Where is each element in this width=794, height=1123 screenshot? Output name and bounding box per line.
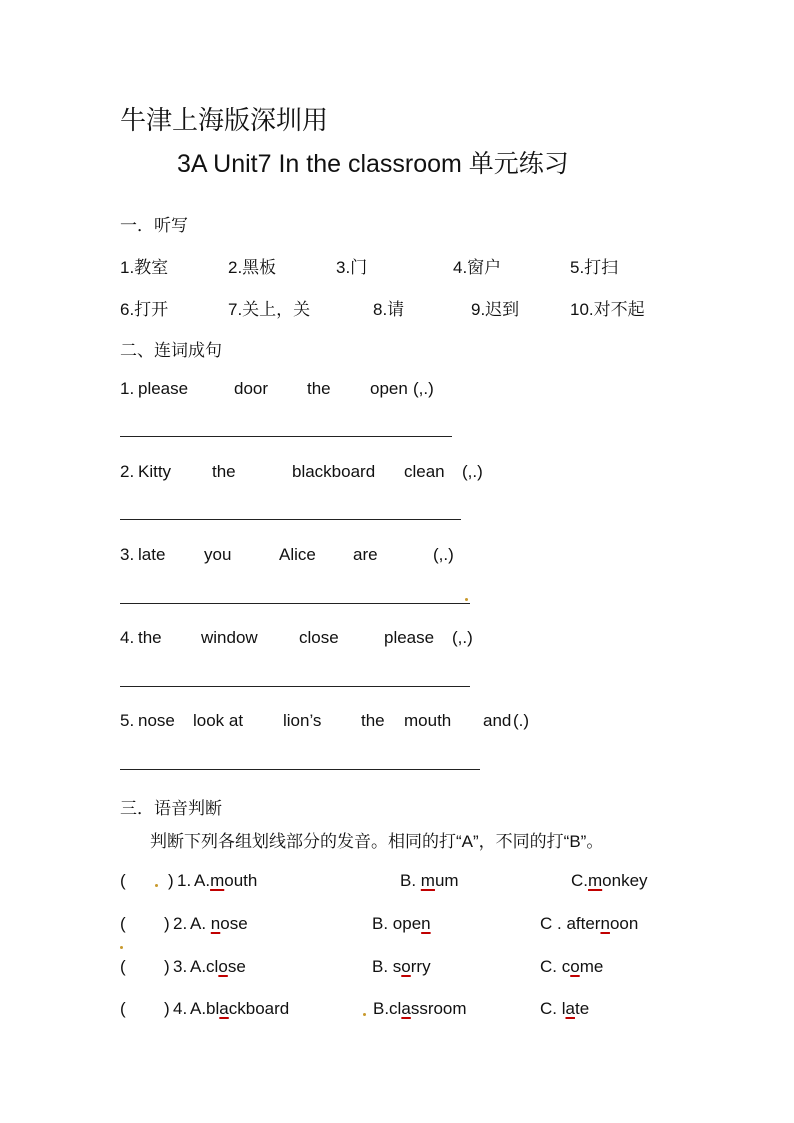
scrambled-word: mouth: [404, 711, 452, 730]
scrambled-word: open: [370, 379, 408, 398]
scrambled-word: close: [299, 628, 339, 647]
answer-paren-open[interactable]: (: [120, 957, 126, 976]
option-b: B.classroom: [373, 999, 467, 1018]
question-number: 3.: [120, 545, 135, 564]
question-number: 1.: [120, 379, 135, 398]
scrambled-word: please: [384, 628, 435, 647]
scrambled-word: the: [361, 711, 385, 730]
section1-heading: 一．听写: [120, 216, 188, 235]
answer-paren-close: ): [164, 914, 170, 933]
answer-line[interactable]: [120, 603, 470, 604]
scrambled-word: door: [234, 379, 269, 398]
option-c: C . afternoon: [540, 914, 639, 933]
scrambled-word: the: [138, 628, 162, 647]
question-number: 5.: [120, 711, 135, 730]
dictation-item: 1.教室: [120, 258, 169, 277]
option-c: C.monkey: [571, 871, 648, 890]
document-subtitle: 3A Unit7 In the classroom 单元练习: [177, 150, 569, 178]
answer-line[interactable]: [120, 519, 461, 520]
dictation-item: 7.关上，关: [228, 300, 311, 319]
section2-heading: 二、连词成句: [120, 341, 222, 360]
answer-paren-close: ): [164, 999, 170, 1018]
scrambled-word: please: [138, 379, 189, 398]
punctuation-hint: (,.): [413, 379, 434, 398]
option-a: A.blackboard: [190, 999, 290, 1018]
dictation-item: 2.黑板: [228, 258, 277, 277]
scrambled-word: nose: [138, 711, 175, 730]
scrambled-word: Kitty: [138, 462, 172, 481]
stray-mark: [465, 598, 468, 601]
dictation-item: 10.对不起: [570, 300, 645, 319]
answer-line[interactable]: [120, 769, 480, 770]
question-number: 1.: [177, 871, 192, 890]
scrambled-word: blackboard: [292, 462, 376, 481]
punctuation-hint: (,.): [462, 462, 483, 481]
scrambled-word: late: [138, 545, 166, 564]
punctuation-hint: (,.): [452, 628, 473, 647]
scrambled-word: look at: [193, 711, 244, 730]
section3-heading: 三．语音判断: [120, 799, 222, 818]
answer-paren-close: ): [164, 957, 170, 976]
option-b: B. open: [372, 914, 431, 933]
scrambled-word: window: [201, 628, 258, 647]
dictation-item: 8.请: [373, 300, 405, 319]
answer-paren-open[interactable]: (: [120, 999, 126, 1018]
answer-paren-close: ): [168, 871, 174, 890]
answer-paren-open[interactable]: (: [120, 914, 126, 933]
scrambled-word: and: [483, 711, 512, 730]
option-a: A.mouth: [194, 871, 258, 890]
dictation-item: 4.窗户: [453, 258, 502, 277]
question-number: 2.: [120, 462, 135, 481]
scrambled-word: you: [204, 545, 232, 564]
section3-instruction: 判断下列各组划线部分的发音。相同的打“A”，不同的打“B”。: [150, 832, 604, 851]
scrambled-word: are: [353, 545, 378, 564]
stray-mark: [363, 1013, 366, 1016]
option-b: B. sorry: [372, 957, 431, 976]
option-c: C. come: [540, 957, 604, 976]
question-number: 2.: [173, 914, 188, 933]
dictation-item: 3.门: [336, 258, 368, 277]
option-b: B. mum: [400, 871, 459, 890]
stray-mark: [155, 884, 158, 887]
question-number: 4.: [173, 999, 188, 1018]
option-c: C. late: [540, 999, 590, 1018]
scrambled-word: the: [212, 462, 236, 481]
punctuation-hint: (.): [513, 711, 530, 730]
punctuation-hint: (,.): [433, 545, 454, 564]
scrambled-word: the: [307, 379, 331, 398]
stray-mark: [120, 946, 123, 949]
scrambled-word: Alice: [279, 545, 316, 564]
document-title: 牛津上海版深圳用: [120, 106, 329, 136]
scrambled-word: lion’s: [283, 711, 322, 730]
option-a: A.close: [190, 957, 246, 976]
question-number: 4.: [120, 628, 135, 647]
dictation-item: 9.迟到: [471, 300, 520, 319]
option-a: A. nose: [190, 914, 248, 933]
answer-line[interactable]: [120, 436, 452, 437]
answer-paren-open[interactable]: (: [120, 871, 126, 890]
scrambled-word: clean: [404, 462, 445, 481]
answer-line[interactable]: [120, 686, 470, 687]
question-number: 3.: [173, 957, 188, 976]
dictation-item: 6.打开: [120, 300, 169, 319]
dictation-item: 5.打扫: [570, 258, 619, 277]
